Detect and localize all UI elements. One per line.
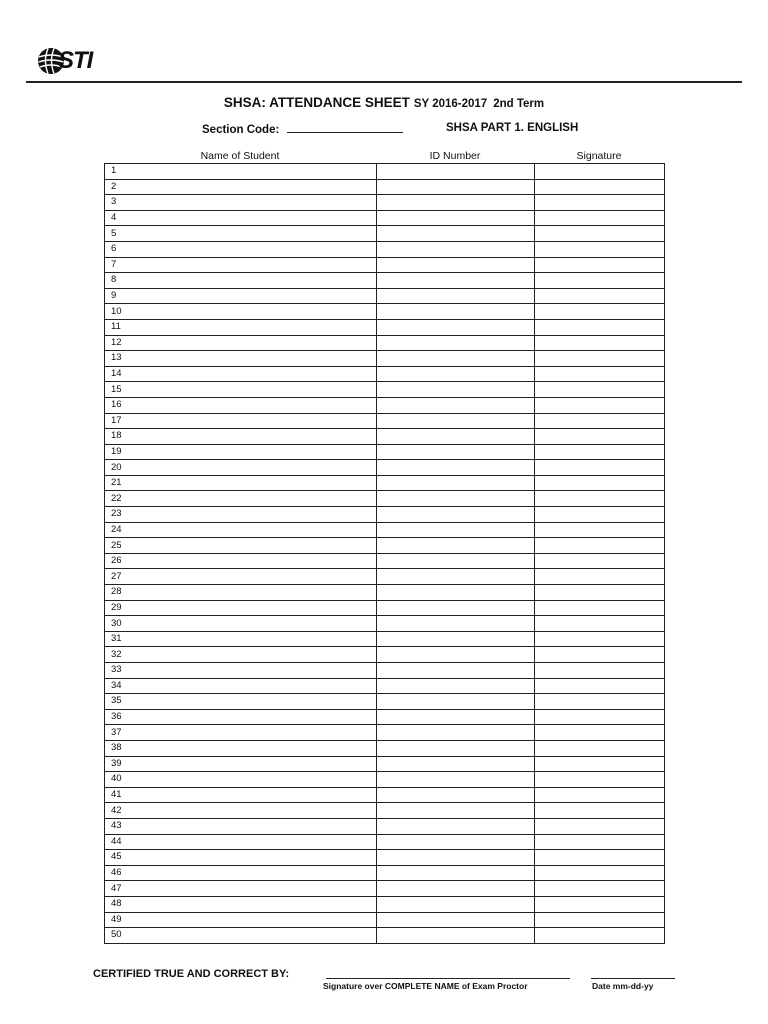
student-name-cell[interactable] bbox=[105, 351, 377, 367]
student-name-cell[interactable] bbox=[105, 850, 377, 866]
id-number-cell[interactable] bbox=[377, 429, 535, 445]
table-row bbox=[105, 273, 665, 289]
table-row bbox=[105, 553, 665, 569]
signature-cell[interactable] bbox=[535, 896, 665, 912]
student-name-cell[interactable] bbox=[105, 865, 377, 881]
part-label: SHSA PART 1. ENGLISH bbox=[446, 122, 579, 134]
signature-cell[interactable] bbox=[535, 366, 665, 382]
id-number-cell[interactable] bbox=[377, 834, 535, 850]
student-name-cell[interactable] bbox=[105, 179, 377, 195]
table-row bbox=[105, 257, 665, 273]
signature-cell[interactable] bbox=[535, 772, 665, 788]
id-number-cell[interactable] bbox=[377, 709, 535, 725]
table-row bbox=[105, 600, 665, 616]
signature-cell[interactable] bbox=[535, 553, 665, 569]
signature-cell[interactable] bbox=[535, 179, 665, 195]
id-number-cell[interactable] bbox=[377, 600, 535, 616]
row-number: 40 bbox=[111, 773, 122, 785]
student-name-cell[interactable] bbox=[105, 818, 377, 834]
table-row bbox=[105, 366, 665, 382]
signature-cell[interactable] bbox=[535, 709, 665, 725]
signature-cell[interactable] bbox=[535, 725, 665, 741]
row-number: 8 bbox=[111, 274, 117, 286]
student-name-cell[interactable] bbox=[105, 834, 377, 850]
table-row bbox=[105, 740, 665, 756]
row-number: 11 bbox=[111, 321, 121, 333]
signature-cell[interactable] bbox=[535, 288, 665, 304]
certified-label: CERTIFIED TRUE AND CORRECT BY: bbox=[93, 968, 290, 980]
proctor-caption: Signature over COMPLETE NAME of Exam Proctor bbox=[323, 981, 528, 991]
row-number: 4 bbox=[111, 212, 117, 224]
id-number-cell[interactable] bbox=[377, 444, 535, 460]
table-row bbox=[105, 928, 665, 944]
student-name-cell[interactable] bbox=[105, 429, 377, 445]
signature-cell[interactable] bbox=[535, 756, 665, 772]
row-number: 31 bbox=[111, 633, 122, 645]
row-number: 47 bbox=[111, 882, 122, 894]
id-number-cell[interactable] bbox=[377, 631, 535, 647]
row-number: 42 bbox=[111, 804, 122, 816]
row-number: 35 bbox=[111, 695, 122, 707]
column-header-name: Name of Student bbox=[200, 150, 280, 162]
row-number: 18 bbox=[111, 430, 122, 442]
signature-cell[interactable] bbox=[535, 569, 665, 585]
student-name-cell[interactable] bbox=[105, 226, 377, 242]
signature-cell[interactable] bbox=[535, 647, 665, 663]
id-number-cell[interactable] bbox=[377, 366, 535, 382]
id-number-cell[interactable] bbox=[377, 694, 535, 710]
row-number: 36 bbox=[111, 711, 122, 723]
signature-cell[interactable] bbox=[535, 195, 665, 211]
student-name-cell[interactable] bbox=[105, 319, 377, 335]
student-name-cell[interactable] bbox=[105, 288, 377, 304]
id-number-cell[interactable] bbox=[377, 288, 535, 304]
table-row bbox=[105, 210, 665, 226]
id-number-cell[interactable] bbox=[377, 787, 535, 803]
row-number: 32 bbox=[111, 648, 122, 660]
row-number: 33 bbox=[111, 664, 122, 676]
table-row bbox=[105, 647, 665, 663]
signature-cell[interactable] bbox=[535, 585, 665, 601]
signature-cell[interactable] bbox=[535, 491, 665, 507]
table-row bbox=[105, 319, 665, 335]
row-number: 26 bbox=[111, 555, 122, 567]
student-name-cell[interactable] bbox=[105, 241, 377, 257]
student-name-cell[interactable] bbox=[105, 257, 377, 273]
row-number: 50 bbox=[111, 929, 122, 941]
signature-cell[interactable] bbox=[535, 226, 665, 242]
id-number-cell[interactable] bbox=[377, 928, 535, 944]
student-name-cell[interactable] bbox=[105, 725, 377, 741]
date-line[interactable] bbox=[591, 978, 675, 979]
student-name-cell[interactable] bbox=[105, 709, 377, 725]
student-name-cell[interactable] bbox=[105, 304, 377, 320]
row-number: 13 bbox=[111, 352, 122, 364]
table-row bbox=[105, 179, 665, 195]
id-number-cell[interactable] bbox=[377, 850, 535, 866]
signature-cell[interactable] bbox=[535, 678, 665, 694]
title-main: SHSA: ATTENDANCE SHEET bbox=[223, 95, 410, 110]
id-number-cell[interactable] bbox=[377, 585, 535, 601]
table-row bbox=[105, 725, 665, 741]
row-number: 15 bbox=[111, 383, 122, 395]
table-row bbox=[105, 663, 665, 679]
row-number: 19 bbox=[111, 445, 122, 457]
id-number-cell[interactable] bbox=[377, 725, 535, 741]
row-number: 20 bbox=[111, 461, 122, 473]
student-name-cell[interactable] bbox=[105, 475, 377, 491]
student-name-cell[interactable] bbox=[105, 164, 377, 180]
student-name-cell[interactable] bbox=[105, 335, 377, 351]
id-number-cell[interactable] bbox=[377, 663, 535, 679]
student-name-cell[interactable] bbox=[105, 772, 377, 788]
table-row bbox=[105, 538, 665, 554]
student-name-cell[interactable] bbox=[105, 553, 377, 569]
signature-cell[interactable] bbox=[535, 319, 665, 335]
signature-cell[interactable] bbox=[535, 663, 665, 679]
id-number-cell[interactable] bbox=[377, 319, 535, 335]
table-row bbox=[105, 850, 665, 866]
id-number-cell[interactable] bbox=[377, 522, 535, 538]
table-row bbox=[105, 195, 665, 211]
signature-cell[interactable] bbox=[535, 210, 665, 226]
table-row bbox=[105, 585, 665, 601]
id-number-cell[interactable] bbox=[377, 912, 535, 928]
id-number-cell[interactable] bbox=[377, 241, 535, 257]
logo-text: STI bbox=[58, 47, 93, 74]
signature-cell[interactable] bbox=[535, 631, 665, 647]
signature-cell[interactable] bbox=[535, 850, 665, 866]
student-name-cell[interactable] bbox=[105, 694, 377, 710]
table-row bbox=[105, 569, 665, 585]
table-row bbox=[105, 787, 665, 803]
title-term: 2nd Term bbox=[493, 98, 545, 110]
student-name-cell[interactable] bbox=[105, 460, 377, 476]
table-row bbox=[105, 304, 665, 320]
id-number-cell[interactable] bbox=[377, 210, 535, 226]
table-row bbox=[105, 382, 665, 398]
signature-cell[interactable] bbox=[535, 382, 665, 398]
signature-cell[interactable] bbox=[535, 257, 665, 273]
table-row bbox=[105, 865, 665, 881]
section-code-label: Section Code: bbox=[202, 124, 280, 136]
table-row bbox=[105, 803, 665, 819]
row-number: 37 bbox=[111, 726, 122, 738]
attendance-table bbox=[104, 163, 665, 944]
row-number: 14 bbox=[111, 368, 122, 380]
signature-cell[interactable] bbox=[535, 273, 665, 289]
table-row bbox=[105, 772, 665, 788]
id-number-cell[interactable] bbox=[377, 616, 535, 632]
table-row bbox=[105, 444, 665, 460]
id-number-cell[interactable] bbox=[377, 397, 535, 413]
id-number-cell[interactable] bbox=[377, 179, 535, 195]
row-number: 41 bbox=[111, 789, 122, 801]
signature-cell[interactable] bbox=[535, 740, 665, 756]
id-number-cell[interactable] bbox=[377, 507, 535, 523]
id-number-cell[interactable] bbox=[377, 818, 535, 834]
id-number-cell[interactable] bbox=[377, 195, 535, 211]
column-header-id: ID Number bbox=[429, 150, 481, 162]
table-row bbox=[105, 226, 665, 242]
row-number: 38 bbox=[111, 742, 122, 754]
signature-cell[interactable] bbox=[535, 413, 665, 429]
row-number: 39 bbox=[111, 757, 122, 769]
row-number: 44 bbox=[111, 835, 122, 847]
signature-cell[interactable] bbox=[535, 865, 665, 881]
id-number-cell[interactable] bbox=[377, 553, 535, 569]
signature-cell[interactable] bbox=[535, 818, 665, 834]
table-row bbox=[105, 413, 665, 429]
student-name-cell[interactable] bbox=[105, 585, 377, 601]
id-number-cell[interactable] bbox=[377, 475, 535, 491]
row-number: 27 bbox=[111, 570, 122, 582]
signature-cell[interactable] bbox=[535, 522, 665, 538]
id-number-cell[interactable] bbox=[377, 538, 535, 554]
table-row bbox=[105, 834, 665, 850]
student-name-cell[interactable] bbox=[105, 210, 377, 226]
row-number: 25 bbox=[111, 539, 122, 551]
row-number: 49 bbox=[111, 913, 122, 925]
signature-cell[interactable] bbox=[535, 928, 665, 944]
id-number-cell[interactable] bbox=[377, 491, 535, 507]
row-number: 7 bbox=[111, 258, 117, 270]
student-name-cell[interactable] bbox=[105, 600, 377, 616]
signature-cell[interactable] bbox=[535, 351, 665, 367]
signature-cell[interactable] bbox=[535, 460, 665, 476]
row-number: 29 bbox=[111, 601, 122, 613]
id-number-cell[interactable] bbox=[377, 772, 535, 788]
student-name-cell[interactable] bbox=[105, 444, 377, 460]
student-name-cell[interactable] bbox=[105, 413, 377, 429]
section-code bbox=[202, 122, 403, 136]
proctor-signature-line[interactable] bbox=[326, 978, 570, 979]
signature-cell[interactable] bbox=[535, 475, 665, 491]
table-row bbox=[105, 351, 665, 367]
student-name-cell[interactable] bbox=[105, 631, 377, 647]
id-number-cell[interactable] bbox=[377, 382, 535, 398]
table-row bbox=[105, 694, 665, 710]
id-number-cell[interactable] bbox=[377, 803, 535, 819]
row-number: 16 bbox=[111, 399, 122, 411]
signature-cell[interactable] bbox=[535, 304, 665, 320]
table-row bbox=[105, 631, 665, 647]
table-row bbox=[105, 335, 665, 351]
id-number-cell[interactable] bbox=[377, 647, 535, 663]
id-number-cell[interactable] bbox=[377, 335, 535, 351]
row-number: 30 bbox=[111, 617, 122, 629]
student-name-cell[interactable] bbox=[105, 569, 377, 585]
row-number: 43 bbox=[111, 820, 122, 832]
row-number: 45 bbox=[111, 851, 122, 863]
signature-cell[interactable] bbox=[535, 164, 665, 180]
id-number-cell[interactable] bbox=[377, 257, 535, 273]
id-number-cell[interactable] bbox=[377, 273, 535, 289]
student-name-cell[interactable] bbox=[105, 647, 377, 663]
row-number: 21 bbox=[111, 477, 122, 489]
student-name-cell[interactable] bbox=[105, 663, 377, 679]
student-name-cell[interactable] bbox=[105, 538, 377, 554]
row-number: 46 bbox=[111, 867, 122, 879]
date-caption: Date mm-dd-yy bbox=[592, 981, 654, 991]
student-name-cell[interactable] bbox=[105, 366, 377, 382]
signature-cell[interactable] bbox=[535, 335, 665, 351]
signature-cell[interactable] bbox=[535, 507, 665, 523]
table-row bbox=[105, 881, 665, 897]
page-title bbox=[0, 95, 768, 110]
table-row bbox=[105, 912, 665, 928]
id-number-cell[interactable] bbox=[377, 164, 535, 180]
signature-cell[interactable] bbox=[535, 538, 665, 554]
student-name-cell[interactable] bbox=[105, 507, 377, 523]
signature-cell[interactable] bbox=[535, 600, 665, 616]
row-number: 34 bbox=[111, 679, 122, 691]
student-name-cell[interactable] bbox=[105, 273, 377, 289]
student-name-cell[interactable] bbox=[105, 803, 377, 819]
row-number: 48 bbox=[111, 898, 122, 910]
sti-logo bbox=[36, 44, 100, 78]
student-name-cell[interactable] bbox=[105, 881, 377, 897]
id-number-cell[interactable] bbox=[377, 460, 535, 476]
row-number: 9 bbox=[111, 290, 117, 302]
table-row bbox=[105, 507, 665, 523]
table-row bbox=[105, 709, 665, 725]
student-name-cell[interactable] bbox=[105, 195, 377, 211]
column-header-signature: Signature bbox=[576, 150, 622, 162]
table-row bbox=[105, 678, 665, 694]
id-number-cell[interactable] bbox=[377, 865, 535, 881]
table-row bbox=[105, 460, 665, 476]
row-number: 2 bbox=[111, 180, 117, 192]
student-name-cell[interactable] bbox=[105, 382, 377, 398]
id-number-cell[interactable] bbox=[377, 678, 535, 694]
signature-cell[interactable] bbox=[535, 787, 665, 803]
table-row bbox=[105, 475, 665, 491]
student-name-cell[interactable] bbox=[105, 522, 377, 538]
id-number-cell[interactable] bbox=[377, 351, 535, 367]
table-row bbox=[105, 522, 665, 538]
signature-cell[interactable] bbox=[535, 241, 665, 257]
id-number-cell[interactable] bbox=[377, 569, 535, 585]
row-number: 1 bbox=[111, 165, 117, 177]
id-number-cell[interactable] bbox=[377, 756, 535, 772]
student-name-cell[interactable] bbox=[105, 756, 377, 772]
table-row bbox=[105, 241, 665, 257]
row-number: 6 bbox=[111, 243, 117, 255]
signature-cell[interactable] bbox=[535, 881, 665, 897]
row-number: 12 bbox=[111, 336, 122, 348]
student-name-cell[interactable] bbox=[105, 896, 377, 912]
signature-cell[interactable] bbox=[535, 834, 665, 850]
student-name-cell[interactable] bbox=[105, 678, 377, 694]
id-number-cell[interactable] bbox=[377, 304, 535, 320]
header-rule bbox=[26, 81, 742, 83]
signature-cell[interactable] bbox=[535, 444, 665, 460]
table-row bbox=[105, 818, 665, 834]
id-number-cell[interactable] bbox=[377, 881, 535, 897]
signature-cell[interactable] bbox=[535, 694, 665, 710]
row-number: 28 bbox=[111, 586, 122, 598]
table-row bbox=[105, 756, 665, 772]
student-name-cell[interactable] bbox=[105, 787, 377, 803]
table-row bbox=[105, 288, 665, 304]
student-name-cell[interactable] bbox=[105, 740, 377, 756]
signature-cell[interactable] bbox=[535, 429, 665, 445]
row-number: 17 bbox=[111, 414, 122, 426]
student-name-cell[interactable] bbox=[105, 912, 377, 928]
student-name-cell[interactable] bbox=[105, 491, 377, 507]
table-row bbox=[105, 164, 665, 180]
row-number: 22 bbox=[111, 492, 122, 504]
id-number-cell[interactable] bbox=[377, 226, 535, 242]
id-number-cell[interactable] bbox=[377, 740, 535, 756]
signature-cell[interactable] bbox=[535, 616, 665, 632]
table-row bbox=[105, 896, 665, 912]
table-row bbox=[105, 429, 665, 445]
row-number: 23 bbox=[111, 508, 122, 520]
student-name-cell[interactable] bbox=[105, 616, 377, 632]
student-name-cell[interactable] bbox=[105, 928, 377, 944]
table-row bbox=[105, 397, 665, 413]
id-number-cell[interactable] bbox=[377, 413, 535, 429]
student-name-cell[interactable] bbox=[105, 397, 377, 413]
title-school-year: SY 2016-2017 bbox=[413, 98, 488, 110]
row-number: 3 bbox=[111, 196, 117, 208]
signature-cell[interactable] bbox=[535, 803, 665, 819]
row-number: 5 bbox=[111, 227, 117, 239]
table-row bbox=[105, 616, 665, 632]
signature-cell[interactable] bbox=[535, 397, 665, 413]
table-row bbox=[105, 491, 665, 507]
row-number: 24 bbox=[111, 523, 122, 535]
signature-cell[interactable] bbox=[535, 912, 665, 928]
id-number-cell[interactable] bbox=[377, 896, 535, 912]
row-number: 10 bbox=[111, 305, 122, 317]
section-code-blank[interactable] bbox=[287, 122, 403, 133]
